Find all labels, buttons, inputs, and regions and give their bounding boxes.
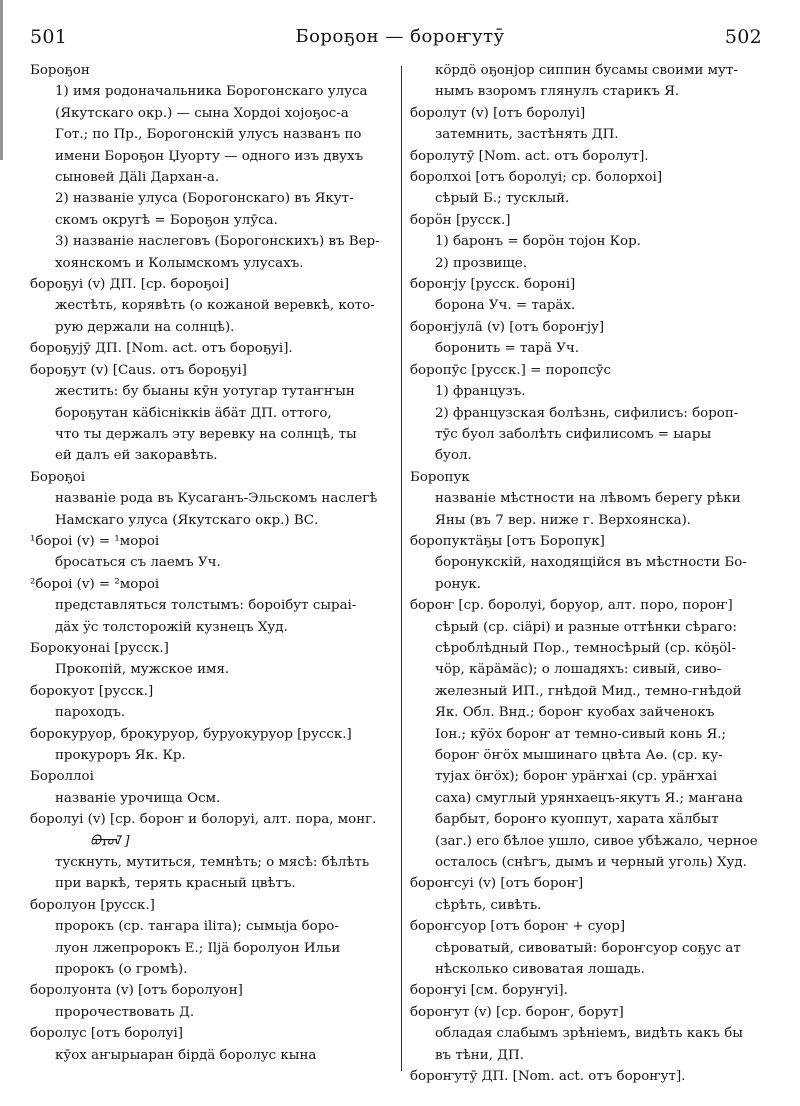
- entry-headword-line: Борокуонаі [русск.]: [30, 640, 169, 656]
- entry-text-line: тӯс буол заболѣть сифилисомъ = ыары: [435, 426, 712, 442]
- entry-headword-line: боролуі (v) [ср. бороҥ и болоруі, алт. пора, монг.: [30, 812, 377, 828]
- entry-text-line: хоянскомъ и Колымскомъ улусахъ.: [55, 255, 304, 271]
- entry-text-line: рую держали на солнцѣ).: [55, 319, 235, 335]
- entry-text-line: сѣроватый, сивоватый: бороҥсуор соҕус ат: [435, 940, 741, 956]
- entry-text-line: (заг.) его бѣлое ушло, сивое убѣжало, черное: [435, 833, 758, 849]
- entry-text-line: дäх ӱс толсторожій кузнецъ Худ.: [55, 619, 288, 635]
- entry-text-line: тујах öҥöх); бороҥ урäҥхаі (ср. урäҥхаі: [435, 769, 718, 785]
- entry-text-line: ᠪᠣᠷᠣᠯ ]: [90, 833, 130, 849]
- right-column: [410, 60, 772, 1088]
- entry-text-line: 2) прозвище.: [435, 255, 527, 271]
- entry-text-line: железный ИП., гнѣдой Мид., темно-гнѣдой: [435, 683, 742, 699]
- entry-headword-line: ²бороі (v) = ²мороі: [30, 576, 160, 592]
- entry-text-line: пророкъ (о громѣ).: [55, 962, 188, 978]
- entry-headword-line: борӧн [русск.]: [410, 212, 511, 228]
- entry-text-line: жестить: бу быаны кӯн уотугар тутаҥҥын: [55, 384, 355, 400]
- entry-text-line: тускнуть, мутиться, темнѣть; о мясѣ: бѣлѣть: [55, 855, 370, 871]
- entry-text-line: нымъ взоромъ глянулъ старикъ Я.: [435, 84, 680, 100]
- entry-headword-line: боропӯс [русск.] = поропсӯс: [410, 362, 611, 378]
- entry-text-line: кöрдö оҕонjор сиппин бусамы своими мут-: [435, 63, 738, 78]
- entry-text-line: 3) названіе наслеговъ (Борогонскихъ) въ Вер-: [55, 234, 380, 250]
- entry-headword-line: бороҥутӯ ДП. [Nom. act. отъ бороҥут].: [410, 1069, 686, 1085]
- entry-text-line: обладая слабымъ зрѣніемъ, видѣть какъ бы: [435, 1026, 743, 1042]
- entry-headword-line: бороҥ [ср. боролуі, боруор, алт. поро, пороҥ]: [410, 598, 733, 614]
- entry-text-line: пароходъ.: [55, 705, 126, 721]
- entry-text-line: 2) французская болѣзнь, сифилисъ: бороп-: [435, 405, 739, 421]
- entry-text-line: сѣроблѣдный Пор., темносѣрый (ср. кöҕöl-: [435, 640, 736, 656]
- entry-text-line: 1) французъ.: [435, 384, 526, 400]
- entry-headword-line: Бороҕон: [30, 63, 90, 78]
- entry-headword-line: бороҕут (v) [Caus. отъ бороҕуі]: [30, 362, 247, 378]
- entry-text-line: имени Бороҕон Џуорту — одного изъ двухъ: [55, 148, 364, 164]
- entry-text-line: пророчествовать Д.: [55, 1004, 195, 1020]
- entry-text-line: барбыт, бороҥо куоппут, харата хäлбыт: [435, 812, 719, 828]
- entry-text-line: борона Уч. = тарäх.: [435, 298, 576, 314]
- entry-text-line: боронукскій, находящійся въ мѣстности Бо-: [435, 555, 747, 571]
- binding-edge: [0, 0, 3, 160]
- entry-text-line: прокуроръ Як. Кр.: [55, 748, 186, 763]
- entry-text-line: названіе рода въ Кусаганъ-Эльскомъ наслегѣ: [55, 491, 378, 507]
- entry-text-line: ей далъ ей закоравѣть.: [55, 448, 218, 464]
- entry-headword-line: борокуот [русск.]: [30, 683, 154, 699]
- entry-headword-line: Бороллоі: [30, 769, 94, 785]
- entry-text-line: ронук.: [435, 576, 482, 592]
- entry-text-line: Як. Обл. Внд.; бороҥ куобах зайченокъ: [435, 705, 715, 721]
- entry-headword-line: боролуонта (v) [отъ боролуон]: [30, 983, 243, 999]
- entry-text-line: названіе мѣстности на лѣвомъ берегу рѣки: [435, 491, 741, 507]
- entry-text-line: (Якутскаго окр.) — сына Хордоі хоjоҕос-а: [55, 105, 349, 121]
- entry-text-line: саха) смуглый урянхаецъ-якутъ Я.; маҥана: [435, 790, 744, 806]
- entry-text-line: 1) имя родоначальника Борогонскаго улуса: [55, 84, 368, 100]
- entry-text-line: сыновей Дälі Дархан-а.: [55, 170, 220, 186]
- entry-headword-line: борокуруор, брокуруор, буруокуруор [русск.]: [30, 726, 352, 742]
- entry-text-line: бросаться съ лаемъ Уч.: [55, 555, 221, 571]
- entry-text-line: жестѣть, корявѣть (о кожаной веревкѣ, кото-: [55, 298, 375, 314]
- entry-text-line: пророкъ (ср. таҥара іlіта); сымыjа боро-: [55, 919, 339, 935]
- entry-text-line: 1) баронъ = борӧн тоjон Кор.: [435, 234, 641, 250]
- page-number-right: 502: [724, 26, 762, 48]
- running-head: Бороҕон — бороҥутӯ: [295, 26, 505, 47]
- entry-text-line: затемнить, застѣнять ДП.: [435, 127, 619, 143]
- entry-text-line: сѣрѣть, сивѣть.: [435, 897, 542, 913]
- entry-text-line: осталось (снѣгъ, дымъ и черный уголь) Худ.: [435, 855, 747, 871]
- entry-text-line: Намскаго улуса (Якутскаго окр.) ВС.: [55, 512, 319, 528]
- entry-headword-line: боропуктäҕы [отъ Боропук]: [410, 533, 605, 549]
- page-number-left: 501: [30, 26, 68, 48]
- entry-headword-line: бороҕуі (v) ДП. [ср. бороҕоі]: [30, 277, 230, 293]
- entry-text-line: названіе урочища Осм.: [55, 790, 221, 806]
- entry-text-line: что ты держалъ эту веревку на солнцѣ, ты: [55, 426, 357, 442]
- entry-text-line: Гот.; по Пр., Борогонскій улусъ названъ по: [55, 127, 362, 143]
- entry-headword-line: бороҥсуор [отъ бороҥ + суор]: [410, 919, 626, 935]
- entry-text-line: буол.: [435, 448, 472, 464]
- entry-text-line: въ тѣни, ДП.: [435, 1047, 524, 1063]
- column-divider: [401, 66, 402, 1071]
- left-column: [30, 60, 392, 1066]
- entry-headword-line: боролхоі [отъ боролуі; ср. болорхоі]: [410, 170, 663, 186]
- entry-headword-line: бороҥут (v) [ср. бороҥ, борут]: [410, 1004, 624, 1020]
- entry-text-line: скомъ округѣ = Бороҕон улӯса.: [55, 212, 278, 228]
- entry-headword-line: Бороҕоі: [30, 469, 86, 485]
- entry-text-line: сѣрый Б.; тусклый.: [435, 191, 570, 207]
- entry-text-line: боронить = тарä Уч.: [435, 341, 580, 357]
- entry-headword-line: бороҥсуі (v) [отъ бороҥ]: [410, 876, 584, 892]
- entry-text-line: сѣрый (ср. сіäрі) и разные оттѣнки сѣраго:: [435, 619, 737, 635]
- entry-text-line: бороҕутан кäбіснікків äбäт ДП. оттого,: [55, 405, 332, 421]
- entry-headword-line: боролутӯ [Nom. act. отъ боролут].: [410, 148, 649, 164]
- entry-headword-line: ¹бороі (v) = ¹мороі: [30, 533, 160, 549]
- entry-headword-line: боролут (v) [отъ боролуі]: [410, 105, 586, 121]
- entry-headword-line: боролуон [русск.]: [30, 897, 155, 913]
- entry-headword-line: бороҥjулä (v) [отъ бороҥjу]: [410, 319, 605, 335]
- entry-text-line: Яны (въ 7 вер. ниже г. Верхоянска).: [435, 512, 692, 528]
- entry-headword-line: боролус [отъ боролуі]: [30, 1026, 184, 1042]
- entry-text-line: бороҥ öҥöх мышинаго цвѣта Аө. (ср. ку-: [435, 748, 723, 763]
- entry-headword-line: бороҥjу [русск. бороні]: [410, 277, 576, 293]
- entry-text-line: нѣсколько сивоватая лошадь.: [435, 962, 645, 978]
- entry-text-line: при варкѣ, терять красный цвѣтъ.: [55, 876, 296, 892]
- entry-text-line: луон лжепророкъ Е.; Іljä боролуон Ильи: [55, 940, 341, 956]
- entry-text-line: 2) названіе улуса (Борогонскаго) въ Якут-: [55, 191, 354, 207]
- entry-headword-line: бороҥуі [см. боруҥуі].: [410, 983, 568, 999]
- entry-headword-line: Боропук: [410, 469, 470, 485]
- entry-text-line: чöр, кäрäмäс); о лошадяхъ: сивый, сиво-: [435, 662, 722, 678]
- entry-text-line: кӯох аҥырыаран бірдä боролус кына: [55, 1047, 317, 1063]
- entry-text-line: Прокопій, мужское имя.: [55, 662, 230, 678]
- entry-text-line: Іон.; кӯöх бороҥ ат темно-сивый конь Я.;: [435, 726, 727, 742]
- entry-text-line: представляться толстымъ: бороібут сыраі-: [55, 598, 357, 614]
- entry-headword-line: бороҕуjӯ ДП. [Nom. act. отъ бороҕуі].: [30, 341, 293, 357]
